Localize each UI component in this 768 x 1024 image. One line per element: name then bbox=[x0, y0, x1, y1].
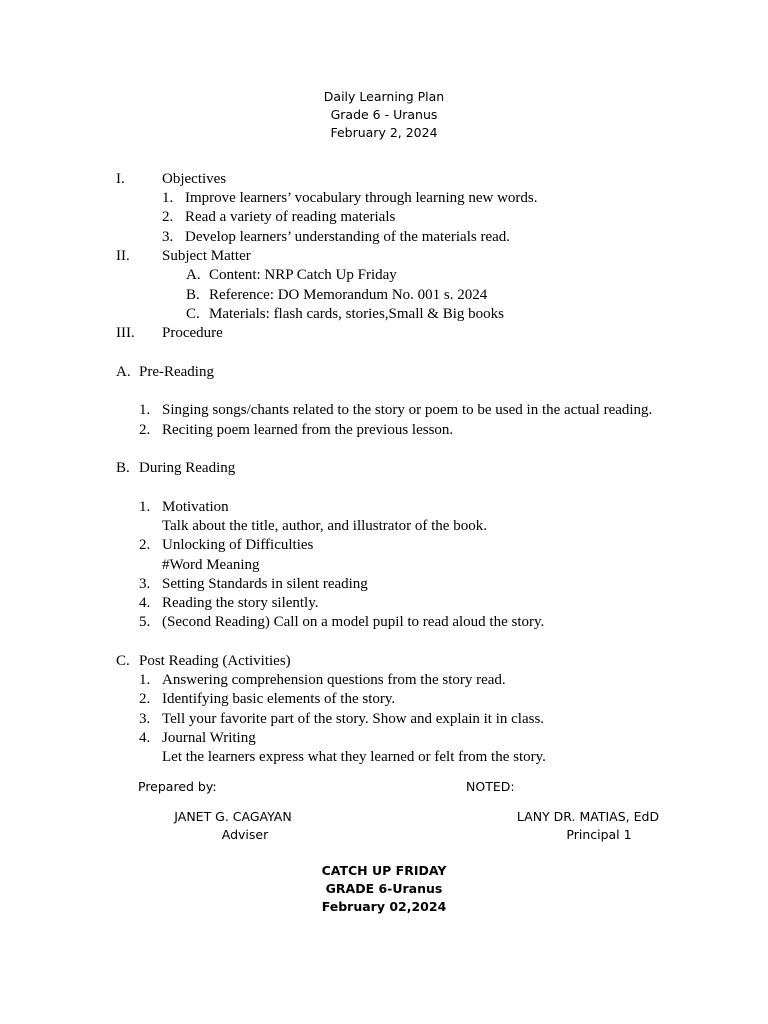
noted-label: NOTED: bbox=[466, 779, 515, 794]
subject-matter-letter: C. bbox=[186, 306, 200, 322]
during-reading-number: 4. bbox=[139, 595, 151, 611]
section-numeral-objectives: I. bbox=[116, 171, 125, 187]
pre-reading-text: Reciting poem learned from the previous lesson. bbox=[162, 422, 454, 438]
objective-number: 3. bbox=[162, 229, 174, 245]
preparer-role: Adviser bbox=[221, 827, 269, 842]
subsection-letter-during-reading: B. bbox=[116, 460, 130, 476]
subject-matter-text: Content: NRP Catch Up Friday bbox=[209, 267, 397, 283]
during-reading-text: Unlocking of Difficulties bbox=[162, 537, 314, 553]
document-date: February 2, 2024 bbox=[330, 125, 438, 140]
during-reading-number: 2. bbox=[139, 537, 151, 553]
objective-number: 1. bbox=[162, 190, 174, 206]
objective-number: 2. bbox=[162, 209, 174, 225]
objective-text: Improve learners’ vocabulary through learning new words. bbox=[185, 190, 538, 206]
objective-text: Develop learners’ understanding of the materials read. bbox=[185, 229, 511, 245]
subject-matter-text: Reference: DO Memorandum No. 001 s. 2024 bbox=[209, 287, 488, 303]
post-reading-number: 3. bbox=[139, 711, 151, 727]
pre-reading-text: Singing songs/chants related to the story or poem to be used in the actual reading. bbox=[162, 402, 653, 418]
during-reading-subtext: #Word Meaning bbox=[162, 557, 260, 573]
during-reading-text: Reading the story silently. bbox=[162, 595, 319, 611]
post-reading-text: Answering comprehension questions from the story read. bbox=[162, 672, 506, 688]
post-reading-number: 2. bbox=[139, 691, 151, 707]
document-title: Daily Learning Plan bbox=[323, 89, 445, 104]
post-reading-subtext: Let the learners express what they learned or felt from the story. bbox=[162, 749, 546, 765]
document-grade: Grade 6 - Uranus bbox=[330, 107, 438, 122]
noter-role: Principal 1 bbox=[566, 827, 632, 842]
during-reading-number: 3. bbox=[139, 576, 151, 592]
subject-matter-letter: B. bbox=[186, 287, 200, 303]
during-reading-number: 1. bbox=[139, 499, 151, 515]
section-title-objectives: Objectives bbox=[162, 171, 227, 187]
objective-text: Read a variety of reading materials bbox=[185, 209, 396, 225]
footer-line-grade: GRADE 6-Uranus bbox=[325, 881, 443, 896]
preparer-name: JANET G. CAGAYAN bbox=[174, 809, 292, 824]
post-reading-text: Journal Writing bbox=[162, 730, 256, 746]
section-numeral-subject-matter: II. bbox=[116, 248, 130, 264]
footer-line-catch-up: CATCH UP FRIDAY bbox=[321, 863, 447, 878]
subsection-letter-post-reading: C. bbox=[116, 653, 130, 669]
subsection-title-during-reading: During Reading bbox=[139, 460, 236, 476]
subject-matter-letter: A. bbox=[186, 267, 201, 283]
post-reading-number: 4. bbox=[139, 730, 151, 746]
subsection-letter-pre-reading: A. bbox=[116, 364, 131, 380]
noter-name: LANY DR. MATIAS, EdD bbox=[516, 809, 660, 824]
during-reading-text: (Second Reading) Call on a model pupil to read aloud the story. bbox=[162, 614, 545, 630]
during-reading-subtext: Talk about the title, author, and illustrator of the book. bbox=[162, 518, 487, 534]
during-reading-number: 5. bbox=[139, 614, 151, 630]
during-reading-text: Setting Standards in silent reading bbox=[162, 576, 368, 592]
post-reading-text: Tell your favorite part of the story. Show and explain it in class. bbox=[162, 711, 545, 727]
subsection-title-pre-reading: Pre-Reading bbox=[139, 364, 214, 380]
subject-matter-text: Materials: flash cards, stories,Small & Big books bbox=[209, 306, 504, 322]
pre-reading-number: 2. bbox=[139, 422, 151, 438]
during-reading-text: Motivation bbox=[162, 499, 229, 515]
section-title-subject-matter: Subject Matter bbox=[162, 248, 251, 264]
subsection-title-post-reading: Post Reading (Activities) bbox=[139, 653, 291, 669]
section-numeral-procedure: III. bbox=[116, 325, 135, 341]
post-reading-text: Identifying basic elements of the story. bbox=[162, 691, 396, 707]
prepared-by-label: Prepared by: bbox=[138, 779, 217, 794]
footer-line-date: February 02,2024 bbox=[321, 899, 447, 914]
section-title-procedure: Procedure bbox=[162, 325, 223, 341]
post-reading-number: 1. bbox=[139, 672, 151, 688]
pre-reading-number: 1. bbox=[139, 402, 151, 418]
